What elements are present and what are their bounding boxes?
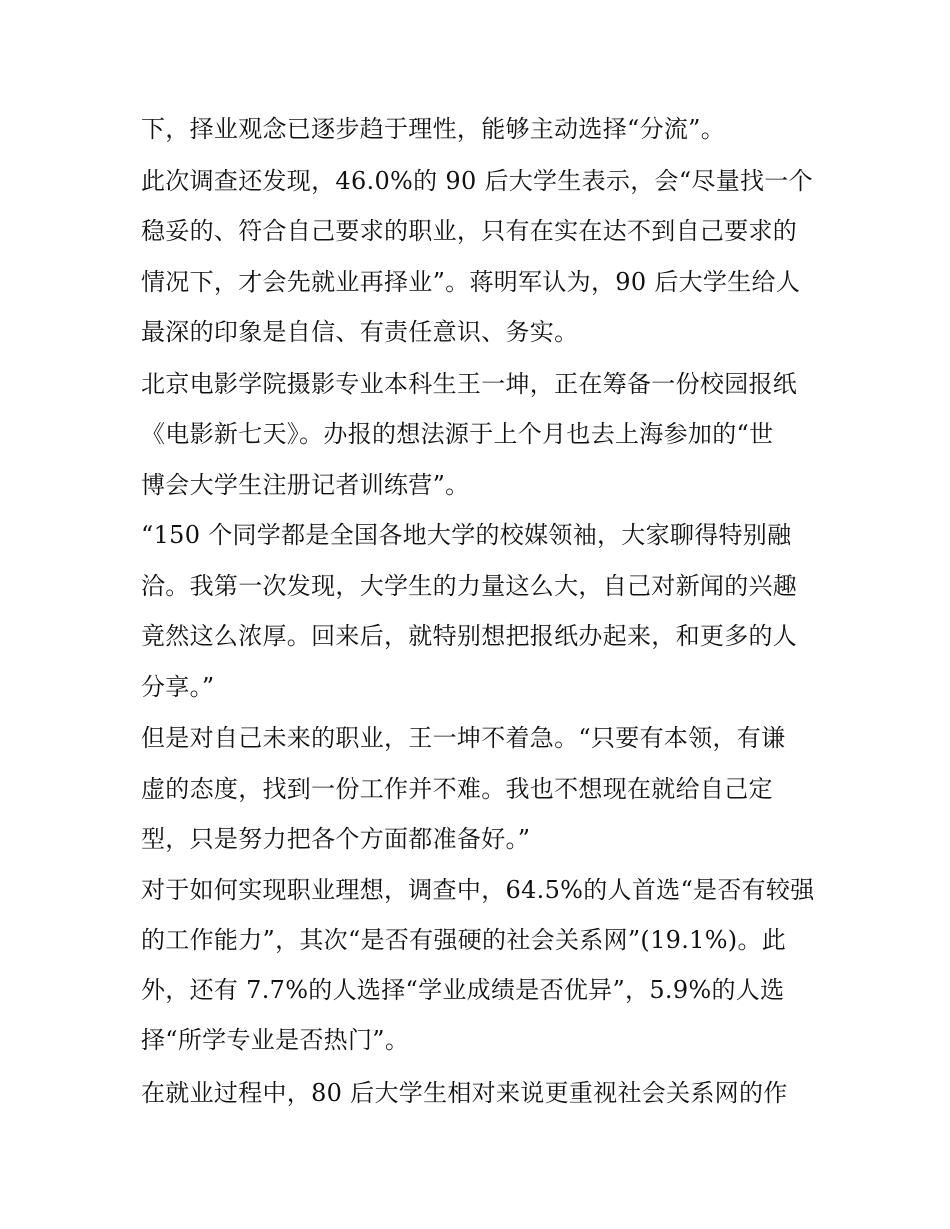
text-line: 在就业过程中，80 后大学生相对来说更重视社会关系网的作 — [141, 1079, 788, 1107]
text-line: 对于如何实现职业理想，调查中，64.5%的人首选“是否有较强 — [141, 876, 815, 904]
text-line: 洽。我第一次发现，大学生的力量这么大，自己对新闻的兴趣 — [141, 572, 798, 600]
text-line: 《电影新七天》。办报的想法源于上个月也去上海参加的“世 — [141, 420, 774, 448]
text-line: 此次调查还发现，46.0%的 90 后大学生表示，会“尽量找一个 — [141, 167, 813, 195]
text-line: 最深的印象是自信、有责任意识、务实。 — [141, 318, 579, 346]
text-line: 型，只是努力把各个方面都准备好。” — [141, 825, 531, 853]
text-line: 外，还有 7.7%的人选择“学业成绩是否优异”，5.9%的人选 — [141, 976, 785, 1004]
text-line: 择“所学专业是否热门”。 — [141, 1026, 410, 1054]
text-line: 但是对自己未来的职业，王一坤不着急。“只要有本领，有谦 — [141, 724, 786, 752]
text-line: 稳妥的、符合自己要求的职业，只有在实在达不到自己要求的 — [141, 217, 798, 245]
text-line: 北京电影学院摄影专业本科生王一坤，正在筹备一份校园报纸 — [141, 370, 798, 398]
text-line: 竟然这么浓厚。回来后，就特别想把报纸办起来，和更多的人 — [141, 622, 798, 650]
text-line: 的工作能力”，其次“是否有强硬的社会关系网”(19.1%)。此 — [141, 926, 787, 954]
text-line: “150 个同学都是全国各地大学的校媒领袖，大家聊得特别融 — [141, 521, 792, 549]
text-line: 虚的态度，找到一份工作并不难。我也不想现在就给自己定 — [141, 775, 773, 803]
text-line: 分享。” — [141, 673, 215, 701]
text-line: 博会大学生注册记者训练营”。 — [141, 471, 470, 499]
text-line: 情况下，才会先就业再择业”。蒋明军认为，90 后大学生给人 — [141, 268, 801, 296]
text-line: 下，择业观念已逐步趋于理性，能够主动选择“分流”。 — [141, 115, 726, 143]
